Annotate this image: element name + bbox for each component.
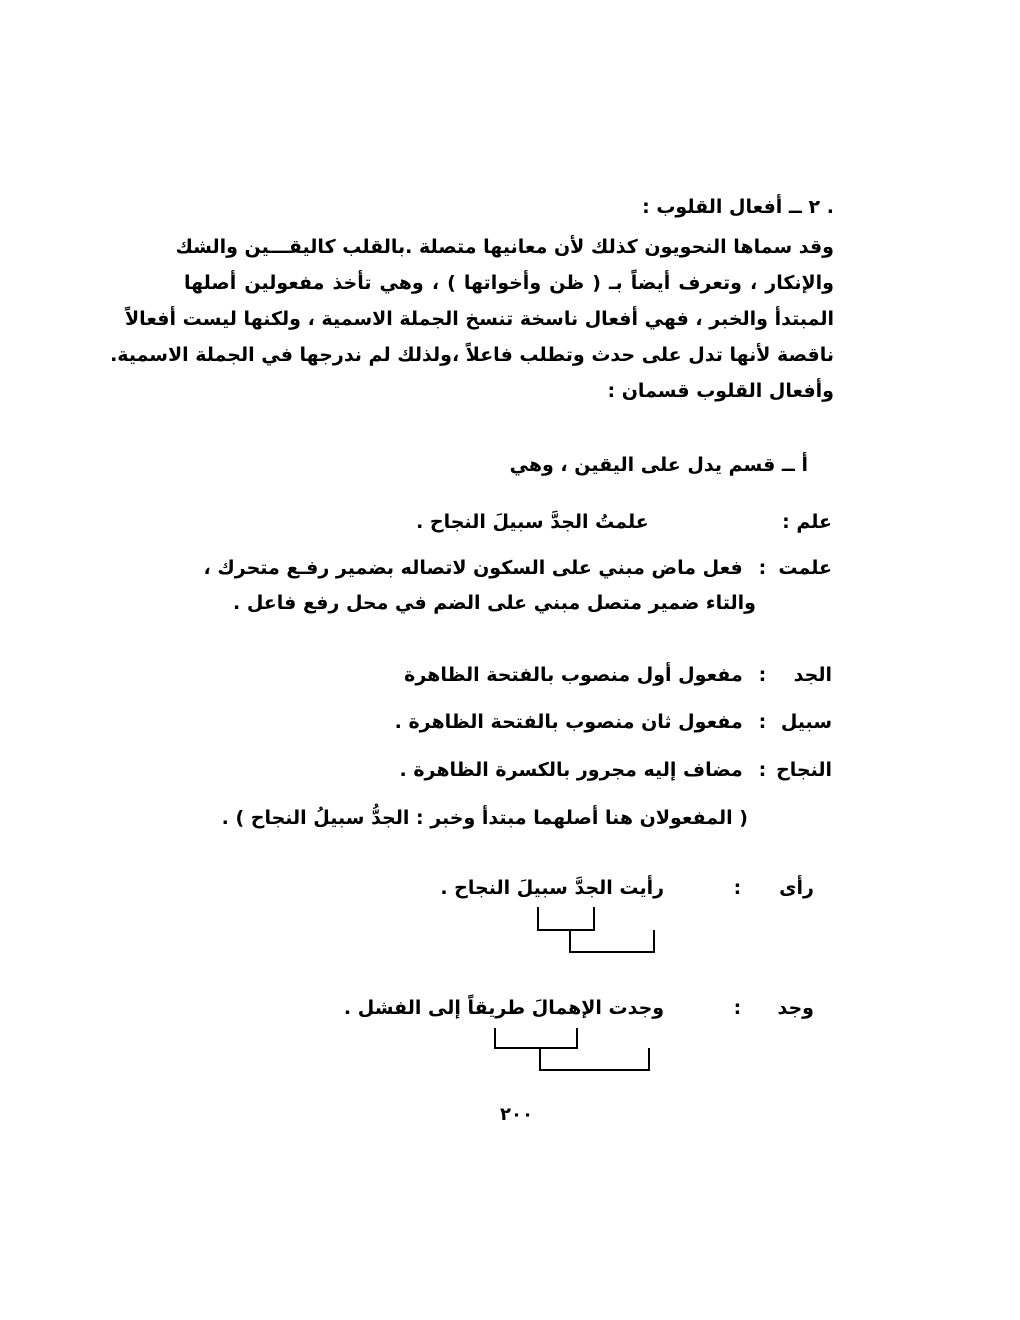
parsing-word: علمت <box>778 557 832 579</box>
parsing-text: والتاء ضمير متصل مبني على الضم في محل رفع فاعل . <box>233 592 756 614</box>
example-label: وجد <box>777 997 814 1019</box>
bracket-line <box>569 930 655 953</box>
example-wajada: وجد : وجدت الإهمالَ طريقاً إلى الفشل . <box>344 993 814 1023</box>
section-heading: . ٢ ــ أفعال القلوب : <box>642 196 834 218</box>
bracket-line <box>537 907 595 931</box>
subsection-title: أ ــ قسم يدل على اليقين ، وهي <box>509 454 808 476</box>
example-label: علم : <box>782 511 832 533</box>
bracket-line <box>494 1028 578 1049</box>
paragraph-line: المبتدأ والخبر ، فهي أفعال ناسخة تنسخ الجملة الاسمية ، ولكنها ليست أفعالاً <box>125 308 834 330</box>
paragraph-line: والإنكار ، وتعرف أيضاً بـ ( ظن وأخواتها ) ، وهي تأخذ مفعولين أصلها <box>184 272 834 294</box>
example-label: رأى <box>779 877 814 899</box>
parsing-word: النجاح <box>776 759 832 781</box>
example-raa: رأى : رأيت الجدَّ سبيلَ النجاح . <box>440 873 814 903</box>
page-number: ٢٠٠ <box>500 1104 533 1125</box>
parsing-text: مفعول ثان منصوب بالفتحة الظاهرة . <box>394 711 743 733</box>
parsing-word: سبيل <box>780 711 832 733</box>
example-alima <box>416 507 832 537</box>
parsing-row-annajah: النجاح : مضاف إليه مجرور بالكسرة الظاهرة . <box>399 755 832 785</box>
paragraph-line: وقد سماها النحويون كذلك لأن معانيها متصلة .بالقلب كاليقـــين والشك <box>175 236 834 258</box>
parsing-row-alimtu: علمت : فعل ماض مبني على السكون لاتصاله بضمير رفـع متحرك ، <box>204 553 832 583</box>
parsing-row-alimtu-cont <box>233 588 756 618</box>
example-sentence: علمتُ الجدَّ سبيلَ النجاح . <box>416 511 649 533</box>
bracket-line <box>539 1048 650 1071</box>
paragraph-line: ناقصة لأنها تدل على حدث وتطلب فاعلاً ،ولذلك لم ندرجها في الجملة الاسمية. <box>110 344 834 366</box>
example-sentence: رأيت الجدَّ سبيلَ النجاح . <box>440 877 665 899</box>
parsing-row-aljidd: الجد : مفعول أول منصوب بالفتحة الظاهرة <box>404 660 832 690</box>
parsing-text: فعل ماض مبني على السكون لاتصاله بضمير رفـع متحرك ، <box>203 557 743 579</box>
parsing-word: الجد <box>793 664 832 686</box>
parsing-row-sabil: سبيل : مفعول ثان منصوب بالفتحة الظاهرة . <box>395 707 832 737</box>
paragraph-line: وأفعال القلوب قسمان : <box>607 380 834 402</box>
parsing-text: مضاف إليه مجرور بالكسرة الظاهرة . <box>399 759 743 781</box>
example-sentence: وجدت الإهمالَ طريقاً إلى الفشل . <box>343 997 665 1019</box>
note: ( المفعولان هنا أصلهما مبتدأ وخبر : الجدُّ سبيلُ النجاح ) . <box>221 807 748 829</box>
parsing-text: مفعول أول منصوب بالفتحة الظاهرة <box>404 664 743 686</box>
